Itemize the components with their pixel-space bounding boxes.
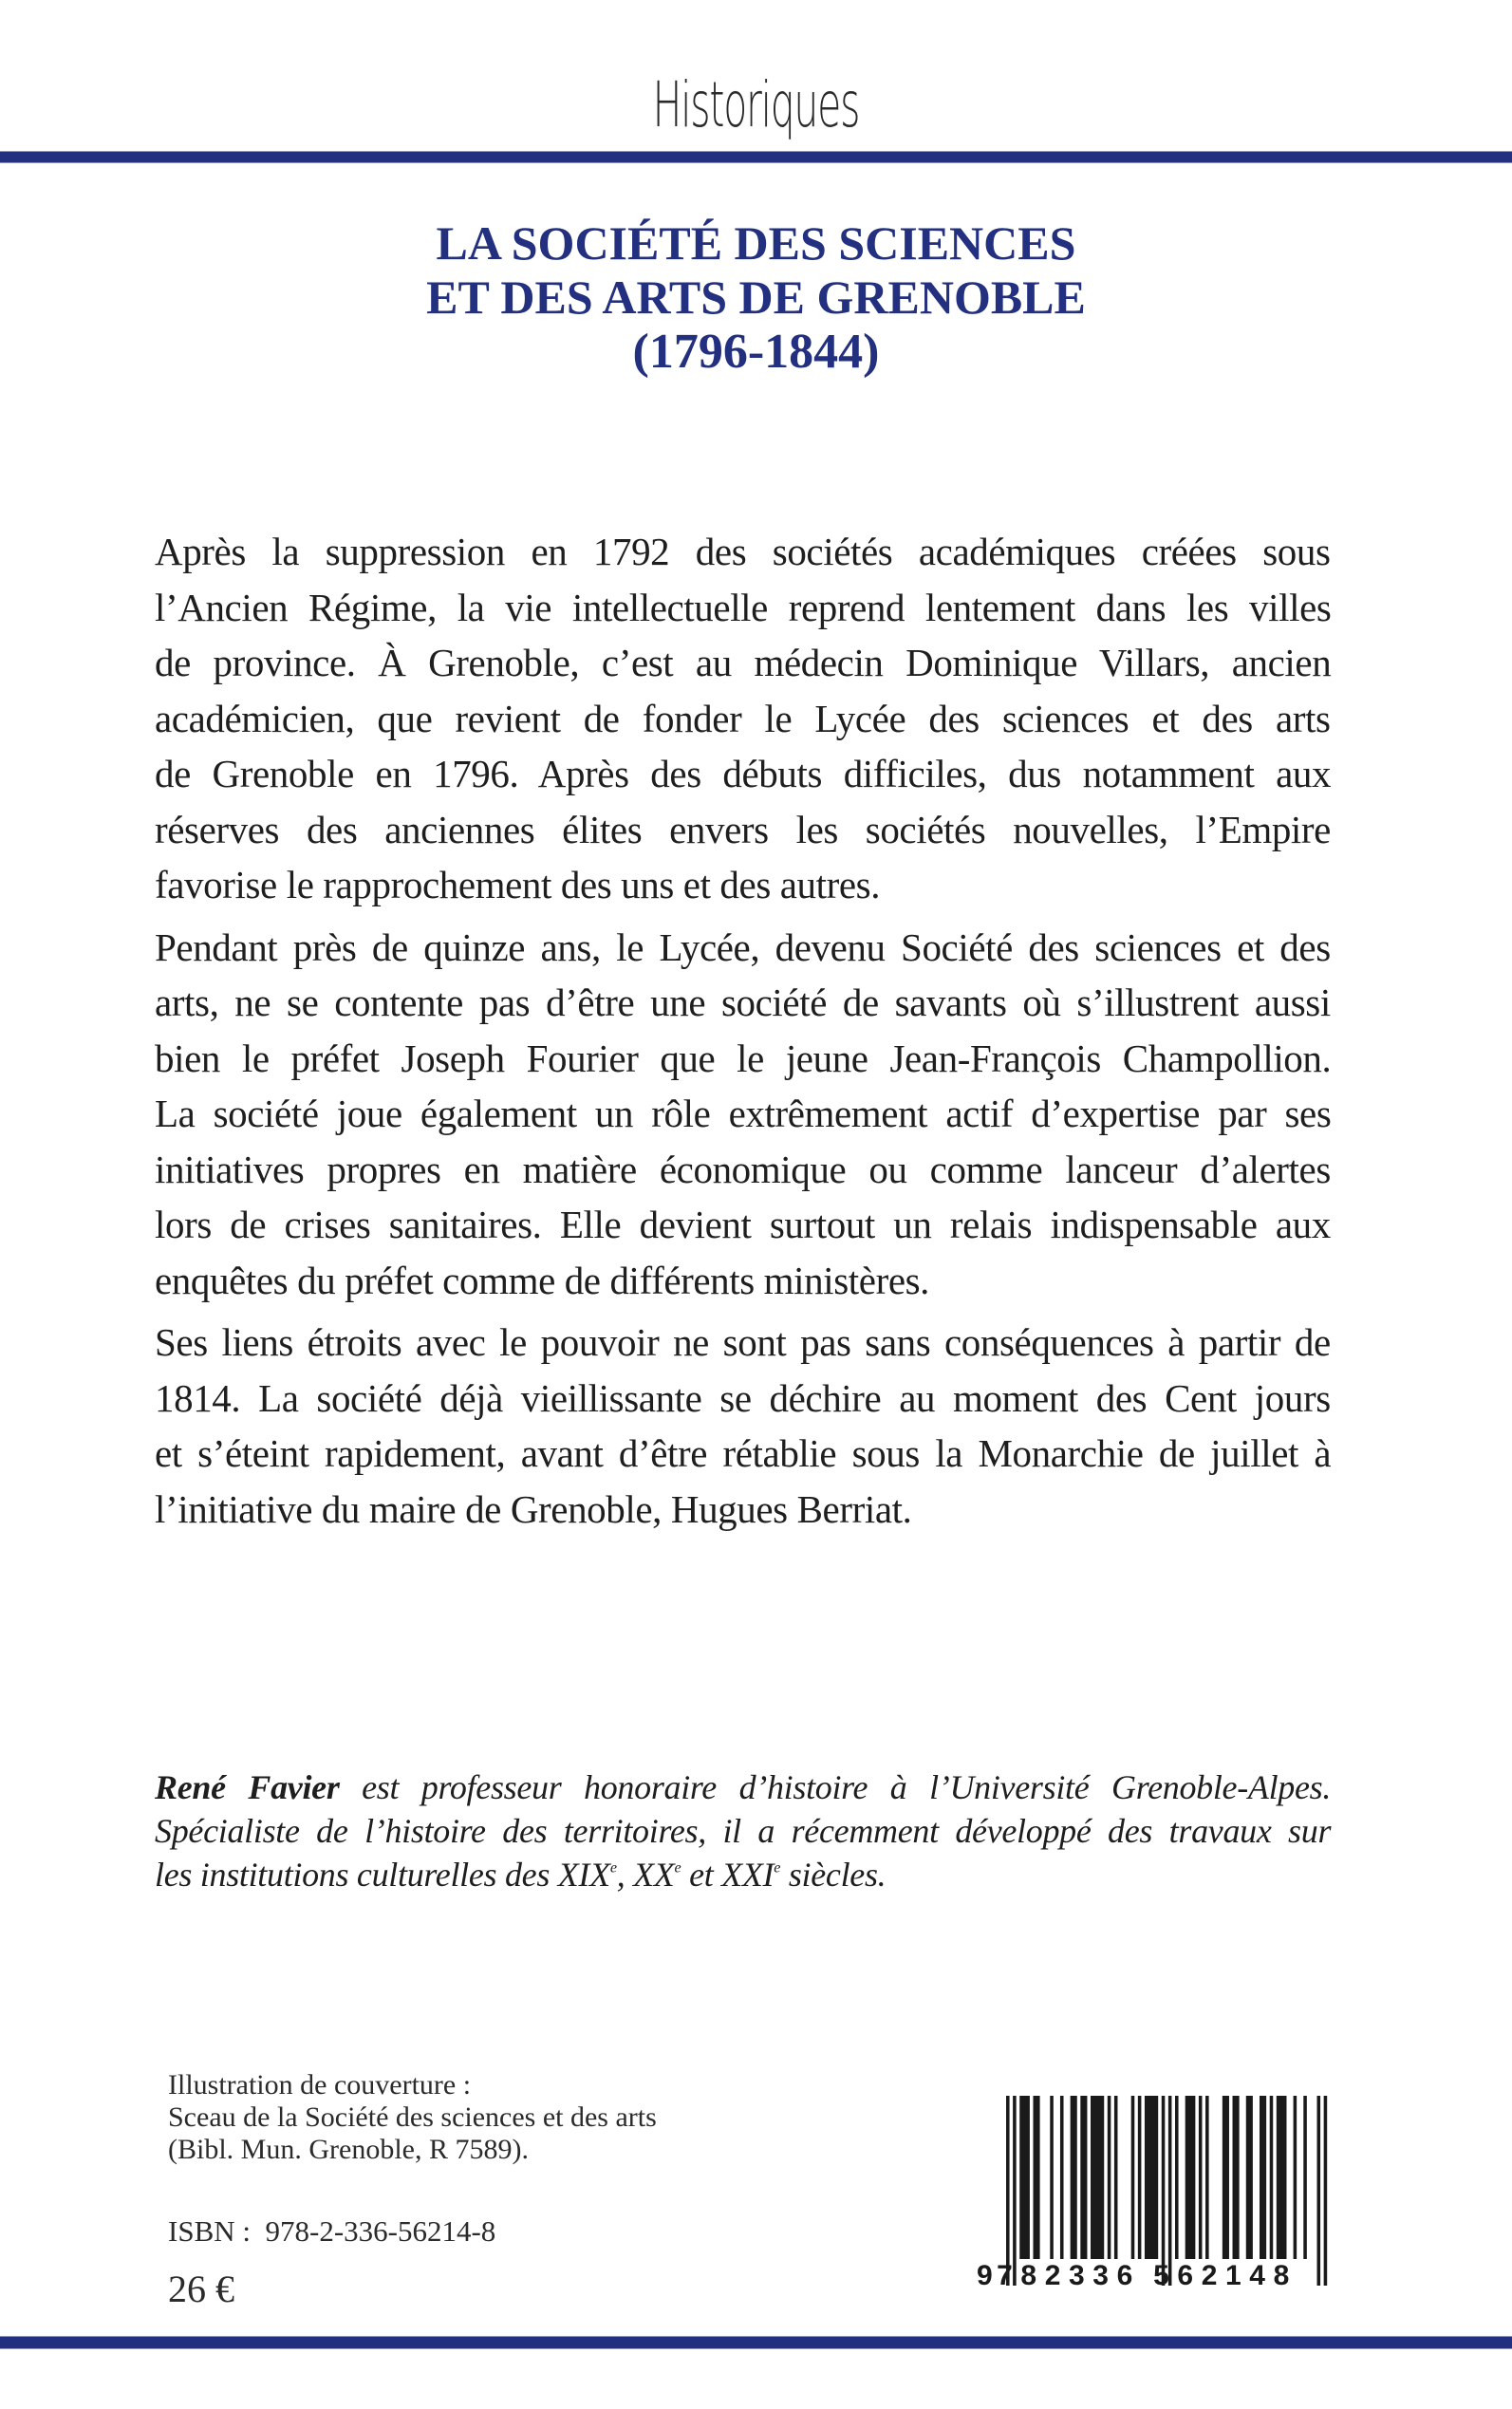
- barcode-guard-bar: [1006, 2096, 1010, 2286]
- barcode-bar: [1138, 2096, 1142, 2259]
- barcode-guard-bar: [1324, 2096, 1328, 2286]
- text-line: favorise le rapprochement des uns et des autres.: [155, 863, 881, 906]
- barcode-bar: [1223, 2096, 1229, 2259]
- barcode-bar: [1019, 2096, 1030, 2259]
- author-line-1: René Favier est professeur honoraire d’histoire à l’Université Grenoble-Alpes.: [155, 1768, 1332, 1806]
- barcode-guard-bar: [1317, 2096, 1321, 2286]
- text-line: bien le préfet Joseph Fourier que le jeune Jean-François Champollion.: [155, 1036, 1332, 1080]
- barcode-bar: [1260, 2096, 1266, 2259]
- barcode-bar: [1199, 2096, 1203, 2259]
- barcode-bar: [1131, 2096, 1135, 2259]
- text-line: initiatives propres en matière économique ou comme lanceur d’alertes: [155, 1147, 1331, 1191]
- barcode-right-digits: 562148: [1153, 2260, 1297, 2288]
- text-line: de province. À Grenoble, c’est au médecin Dominique Villars, ancien: [155, 641, 1332, 684]
- text-line: académicien, que revient de fonder le Lycée des sciences et des arts: [155, 696, 1331, 740]
- title-dates: (1796-1844): [632, 325, 880, 379]
- text-line: Ses liens étroits avec le pouvoir ne sont pas sans conséquences à partir de: [155, 1320, 1331, 1364]
- barcode-bar: [1071, 2096, 1077, 2259]
- barcode-bar: [1050, 2096, 1054, 2259]
- credit-label: Illustration de couverture :: [168, 2069, 472, 2101]
- summary-text: [155, 524, 1331, 1543]
- barcode-guard-bar: [1013, 2096, 1017, 2286]
- barcode-bar: [1270, 2096, 1274, 2259]
- credit-line-3: (Bibl. Mun. Grenoble, R 7589).: [168, 2134, 529, 2165]
- title-line-1: LA SOCIÉTÉ DES SCIENCES: [436, 216, 1076, 270]
- text-line: Pendant près de quinze ans, le Lycée, devenu Société des sciences et des: [155, 924, 1331, 969]
- text-line: l’initiative du maire de Grenoble, Hugues Berriat.: [155, 1486, 912, 1531]
- series-label: Historiques: [652, 68, 860, 141]
- text-line: Après la suppression en 1792 des sociétés académiques créées sous: [155, 530, 1331, 573]
- barcode-bar: [1205, 2096, 1209, 2259]
- barcode-bar: [1033, 2096, 1039, 2259]
- summary-paragraph-2: [155, 920, 1331, 1309]
- cover-credit: [168, 2069, 657, 2166]
- title-line-2: ET DES ARTS DE GRENOBLE: [426, 271, 1086, 324]
- text-line: arts, ne se contente pas d’être une société de savants où s’illustrent aussi: [155, 980, 1331, 1024]
- summary-paragraph-3: [155, 1315, 1331, 1537]
- text-line: lors de crises sanitaires. Elle devient surtout un relais indispensable aux: [155, 1203, 1331, 1246]
- barcode-bar: [1294, 2096, 1297, 2259]
- barcode-bar: [1175, 2096, 1179, 2259]
- top-rule: [0, 151, 1512, 163]
- barcode-first-digit: 9: [977, 2260, 993, 2288]
- text-line: l’Ancien Régime, la vie intellectuelle reprend lentement dans les villes: [155, 585, 1332, 629]
- text-line: 1814. La société déjà vieillissante se déchire au moment des Cent jours: [155, 1375, 1331, 1420]
- barcode-bar: [1185, 2096, 1196, 2259]
- text-line: réserves des anciennes élites envers les sociétés nouvelles, l’Empire: [155, 807, 1331, 851]
- author-name: René Favier: [155, 1768, 340, 1806]
- author-bio: [155, 1765, 1331, 1896]
- barcode-bar: [1233, 2096, 1240, 2259]
- book-title: [0, 216, 1512, 379]
- summary-paragraph-1: [155, 524, 1331, 913]
- barcode-guard-bar: [1168, 2096, 1172, 2286]
- isbn: ISBN : 978-2-336-56214-8: [168, 2214, 496, 2248]
- text-line: enquêtes du préfet comme de différents ministères.: [155, 1258, 930, 1302]
- text-line: La société joue également un rôle extrêmement actif d’expertise par ses: [155, 1092, 1332, 1135]
- price: 26 €: [168, 2268, 234, 2310]
- series-name: [0, 63, 1512, 148]
- barcode-bar: [1145, 2096, 1158, 2259]
- bottom-rule: [0, 2336, 1512, 2349]
- barcode-bar: [1303, 2096, 1307, 2259]
- barcode-bar: [1091, 2096, 1104, 2259]
- barcode-bar: [1080, 2096, 1087, 2259]
- barcode-bar: [1108, 2096, 1111, 2259]
- barcode-bar: [1277, 2096, 1287, 2259]
- author-line-2: Spécialiste de l’histoire des territoires, il a récemment développé des travaux sur: [155, 1812, 1332, 1850]
- barcode-guard-bar: [1162, 2096, 1166, 2286]
- credit-line-2: Sceau de la Société des sciences et des arts: [168, 2101, 657, 2133]
- barcode-left-digits: 782336: [997, 2260, 1141, 2288]
- barcode-bar: [1246, 2096, 1253, 2259]
- barcode-bar: [1060, 2096, 1064, 2259]
- text-line: de Grenoble en 1796. Après des débuts difficiles, dus notamment aux: [155, 752, 1332, 795]
- barcode-bar: [1114, 2096, 1118, 2259]
- barcode-bars: [1006, 2096, 1327, 2286]
- author-line-3: les institutions culturelles des XIXe, XXe et XXIe siècles.: [155, 1856, 887, 1894]
- ean13-barcode: [973, 2094, 1334, 2288]
- text-line: et s’éteint rapidement, avant d’être rétablie sous la Monarchie de juillet à: [155, 1431, 1332, 1475]
